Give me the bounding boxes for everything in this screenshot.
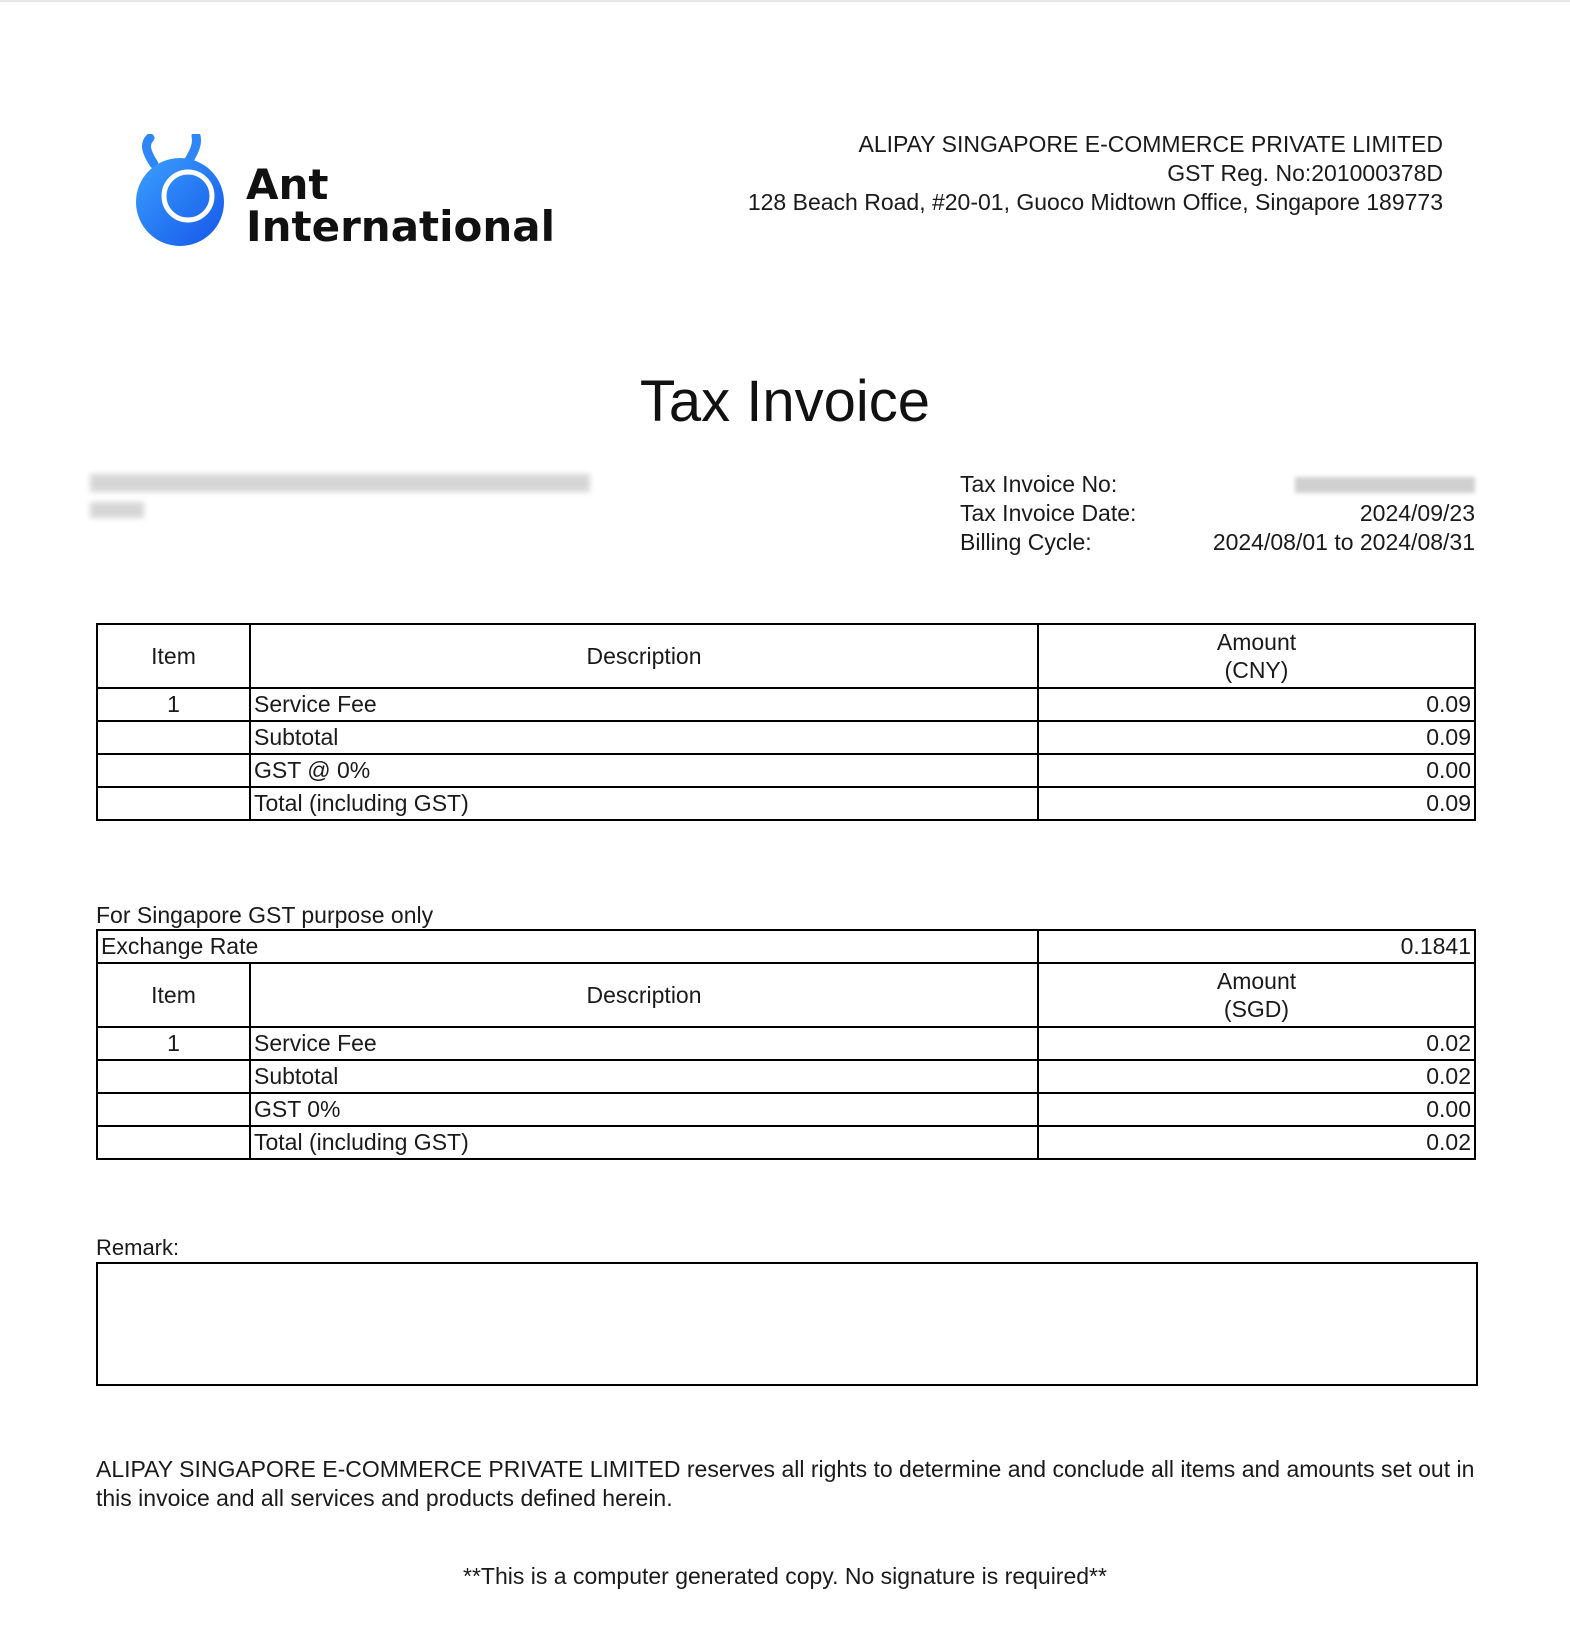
row-amount: 0.02	[1038, 1027, 1475, 1060]
company-name: ALIPAY SINGAPORE E-COMMERCE PRIVATE LIMITED	[858, 131, 1443, 157]
row-description: Service Fee	[250, 688, 1038, 721]
header-item: Item	[97, 963, 250, 1027]
company-address: 128 Beach Road, #20-01, Guoco Midtown Office, Singapore 189773	[747, 189, 1443, 215]
table-row	[97, 787, 1475, 820]
cny-invoice-table	[96, 623, 1476, 821]
billing-cycle-label: Billing Cycle:	[960, 529, 1092, 555]
remark-box	[96, 1262, 1478, 1386]
gst-purpose-note: For Singapore GST purpose only	[96, 902, 434, 928]
row-item	[97, 1060, 250, 1093]
header-amount-currency: (CNY)	[1224, 657, 1289, 683]
logo-line-2: International	[246, 202, 556, 251]
row-item	[97, 1093, 250, 1126]
remark-label: Remark:	[96, 1235, 180, 1260]
header-amount	[1038, 963, 1475, 1027]
row-amount: 0.02	[1038, 1060, 1475, 1093]
top-rule	[0, 0, 1570, 2]
row-description: Total (including GST)	[250, 1126, 1038, 1159]
row-item	[97, 1126, 250, 1159]
billing-cycle-value: 2024/08/01 to 2024/08/31	[1212, 529, 1475, 555]
row-item: 1	[97, 1027, 250, 1060]
row-description: Service Fee	[250, 1027, 1038, 1060]
row-amount: 0.09	[1038, 721, 1475, 754]
logo-line-1: Ant	[246, 160, 329, 209]
exchange-rate-label: Exchange Rate	[97, 930, 1038, 963]
row-description: Subtotal	[250, 721, 1038, 754]
logo-wordmark	[246, 160, 556, 251]
table-row	[97, 1060, 1475, 1093]
header-amount-line1: Amount	[1216, 629, 1297, 655]
header-description: Description	[250, 963, 1038, 1027]
document-title: Tax Invoice	[639, 369, 931, 434]
table-header-row	[97, 624, 1475, 688]
invoice-date-value: 2024/09/23	[1359, 500, 1475, 526]
row-item	[97, 721, 250, 754]
gst-reg-no: GST Reg. No:201000378D	[1167, 160, 1443, 186]
invoice-no-redacted	[1295, 477, 1475, 493]
row-description: Subtotal	[250, 1060, 1038, 1093]
company-logo	[136, 134, 556, 264]
meta-billing-cycle	[960, 528, 1475, 557]
table-row	[97, 1126, 1475, 1159]
exchange-rate-row	[97, 930, 1475, 963]
table-row	[97, 721, 1475, 754]
meta-invoice-date	[960, 499, 1475, 528]
row-amount: 0.09	[1038, 688, 1475, 721]
table-row	[97, 688, 1475, 721]
row-item	[97, 754, 250, 787]
table-header-row	[97, 963, 1475, 1027]
invoice-meta	[960, 470, 1475, 557]
row-description: Total (including GST)	[250, 787, 1038, 820]
table-row	[97, 1027, 1475, 1060]
row-amount: 0.00	[1038, 754, 1475, 787]
header-amount-line1: Amount	[1216, 968, 1297, 994]
header-description: Description	[250, 624, 1038, 688]
table-row	[97, 1093, 1475, 1126]
disclaimer-text: ALIPAY SINGAPORE E-COMMERCE PRIVATE LIMITED reserves all rights to determine and conclude all items and amounts set out in this invoice and all services and products defined herein.	[96, 1456, 1475, 1511]
row-amount: 0.02	[1038, 1126, 1475, 1159]
sgd-invoice-table	[96, 929, 1476, 1160]
recipient-redacted	[90, 474, 610, 534]
ant-logo-icon	[136, 134, 236, 254]
header-amount-currency: (SGD)	[1223, 996, 1290, 1022]
invoice-no-label: Tax Invoice No:	[960, 471, 1118, 497]
invoice-date-label: Tax Invoice Date:	[960, 500, 1137, 526]
row-description: GST 0%	[250, 1093, 1038, 1126]
footer-note: **This is a computer generated copy. No signature is required**	[463, 1563, 1107, 1589]
header-item: Item	[97, 624, 250, 688]
exchange-rate-value: 0.1841	[1038, 930, 1475, 963]
header-amount	[1038, 624, 1475, 688]
row-description: GST @ 0%	[250, 754, 1038, 787]
row-amount: 0.00	[1038, 1093, 1475, 1126]
company-info	[748, 130, 1443, 217]
table-row	[97, 754, 1475, 787]
meta-invoice-no	[960, 470, 1475, 499]
row-item: 1	[97, 688, 250, 721]
row-amount: 0.09	[1038, 787, 1475, 820]
row-item	[97, 787, 250, 820]
